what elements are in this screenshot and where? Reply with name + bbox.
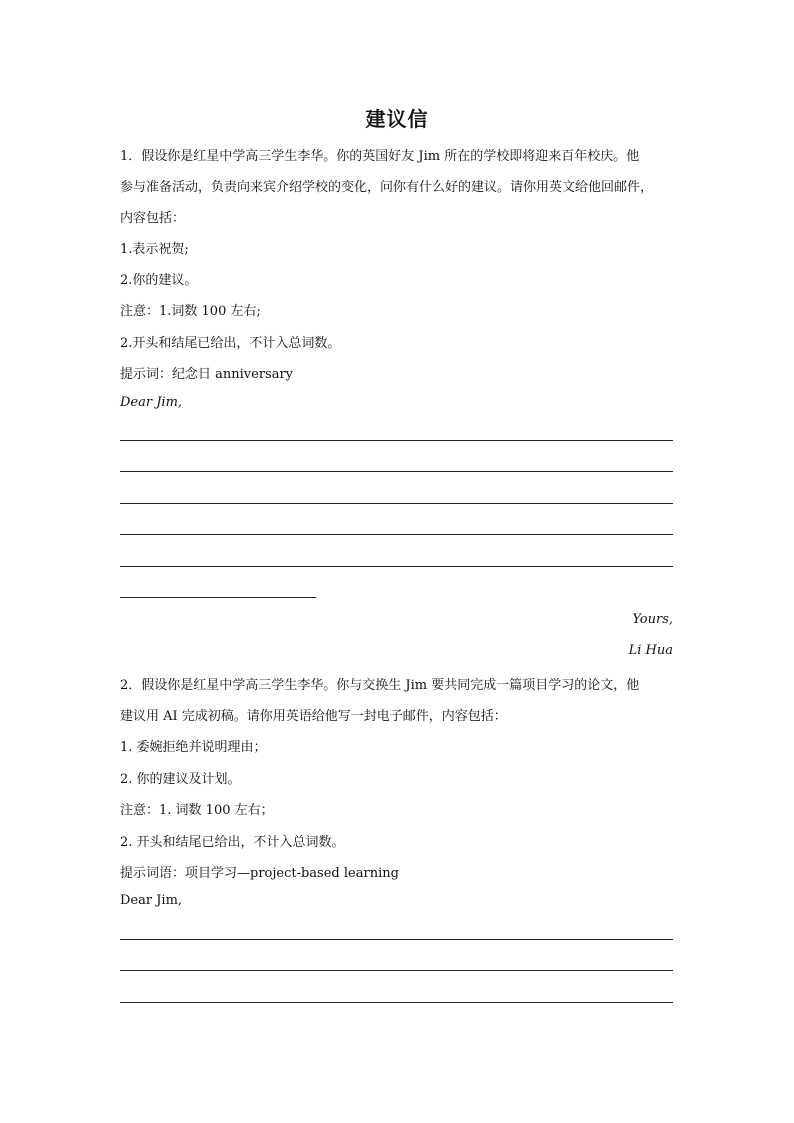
q1-note-1: 注意：1.词数 100 左右;: [120, 304, 261, 319]
q2-note-2: 2. 开头和结尾已给出，不计入总词数。: [120, 835, 345, 850]
q1-answer-line: [120, 534, 673, 535]
q1-item-1: 1.表示祝贺;: [120, 242, 189, 257]
q2-answer-line: [120, 939, 673, 940]
q2-paragraph-line-2: 建议用 AI 完成初稿。请你用英语给他写一封电子邮件，内容包括：: [120, 709, 507, 724]
q1-answer-line: [120, 471, 673, 472]
page-title: 建议信: [365, 107, 429, 131]
q1-paragraph-line-2: 参与准备活动，负责向来宾介绍学校的变化，问你有什么好的建议。请你用英文给他回邮件，: [120, 180, 654, 195]
q2-answer-line: [120, 970, 673, 971]
q2-hint: 提示词语：项目学习—project-based learning: [120, 866, 399, 881]
q2-paragraph-line-1: 2．假设你是红星中学高三学生李华。你与交换生 Jim 要共同完成一篇项目学习的论文，他: [120, 678, 640, 693]
q1-signature: Li Hua: [628, 643, 673, 658]
q2-answer-line: [120, 1002, 673, 1003]
q2-note-1: 注意：1. 词数 100 左右；: [120, 803, 274, 818]
q1-hint: 提示词：纪念日 anniversary: [120, 367, 294, 382]
q1-answer-line: [120, 503, 673, 504]
q1-paragraph-line-1: 1．假设你是红星中学高三学生李华。你的英国好友 Jim 所在的学校即将迎来百年校庆。他: [120, 149, 640, 164]
q1-item-2: 2.你的建议。: [120, 273, 198, 288]
q1-answer-line-short: [120, 597, 316, 598]
q2-greeting: Dear Jim,: [120, 893, 183, 908]
q1-closing: Yours,: [632, 612, 673, 627]
q1-greeting: Dear Jim,: [120, 395, 183, 410]
q1-paragraph-line-3: 内容包括：: [120, 211, 186, 226]
q1-answer-line: [120, 440, 673, 441]
q2-item-2: 2. 你的建议及计划。: [120, 772, 241, 787]
q1-note-2: 2.开头和结尾已给出，不计入总词数。: [120, 336, 341, 351]
q1-answer-line: [120, 566, 673, 567]
q2-item-1: 1. 委婉拒绝并说明理由；: [120, 740, 267, 755]
